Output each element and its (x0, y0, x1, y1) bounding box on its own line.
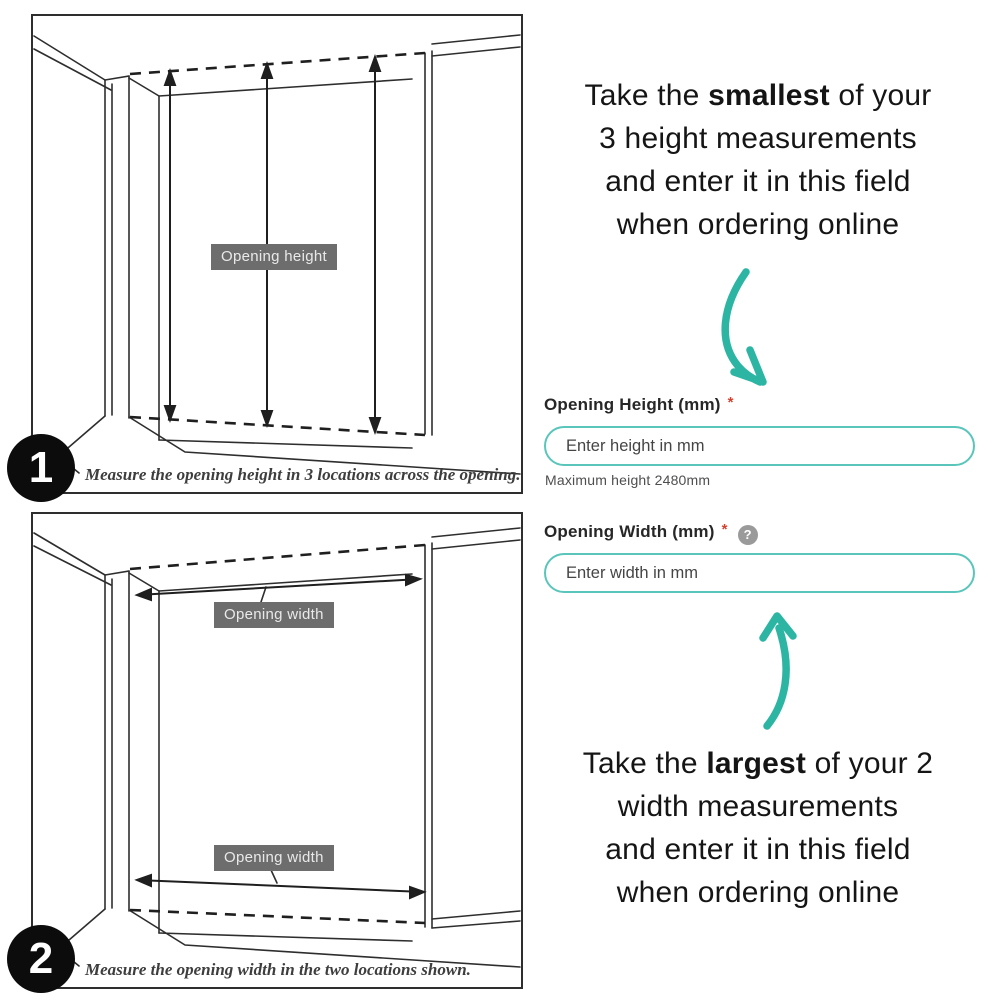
field-label-text: Opening Height (mm) (544, 395, 721, 414)
step-2-badge: 2 (7, 925, 75, 993)
instruction-line: width measurements (617, 790, 899, 823)
room-opening-width-diagram (33, 514, 521, 987)
instruction-line: and enter it in this field (605, 833, 911, 866)
step-1-badge: 1 (7, 434, 75, 502)
opening-height-input[interactable] (544, 426, 975, 466)
figure-2-caption: Measure the opening width in the two locations shown. (85, 960, 471, 979)
instruction-height-text (536, 74, 980, 246)
instruction-line: Take the smallest of your (584, 79, 932, 112)
instruction-width-text (536, 742, 980, 914)
opening-height-tag: Opening height (211, 244, 337, 270)
opening-width-tag-bottom: Opening width (214, 845, 334, 871)
figure-opening-width (31, 512, 523, 989)
curved-arrow-up-icon (735, 606, 825, 732)
figure-1-caption: Measure the opening height in 3 locations across the opening. (85, 465, 521, 484)
question-help-icon[interactable]: ? (738, 525, 758, 545)
instruction-line: when ordering online (616, 208, 900, 241)
opening-width-field-label (544, 521, 758, 545)
instruction-line: 3 height measurements (599, 122, 917, 155)
required-asterisk: * (727, 394, 734, 411)
opening-width-input[interactable] (544, 553, 975, 593)
opening-height-field-label (544, 394, 734, 415)
max-height-helper: Maximum height 2480mm (545, 472, 711, 488)
figure-opening-height (31, 14, 523, 494)
curved-arrow-down-icon (700, 266, 790, 392)
opening-width-tag-top: Opening width (214, 602, 334, 628)
required-asterisk: * (721, 521, 728, 538)
instruction-line: Take the largest of your 2 (582, 747, 934, 780)
field-label-text: Opening Width (mm) (544, 522, 715, 541)
instruction-line: and enter it in this field (605, 165, 911, 198)
instruction-line: when ordering online (616, 876, 900, 909)
